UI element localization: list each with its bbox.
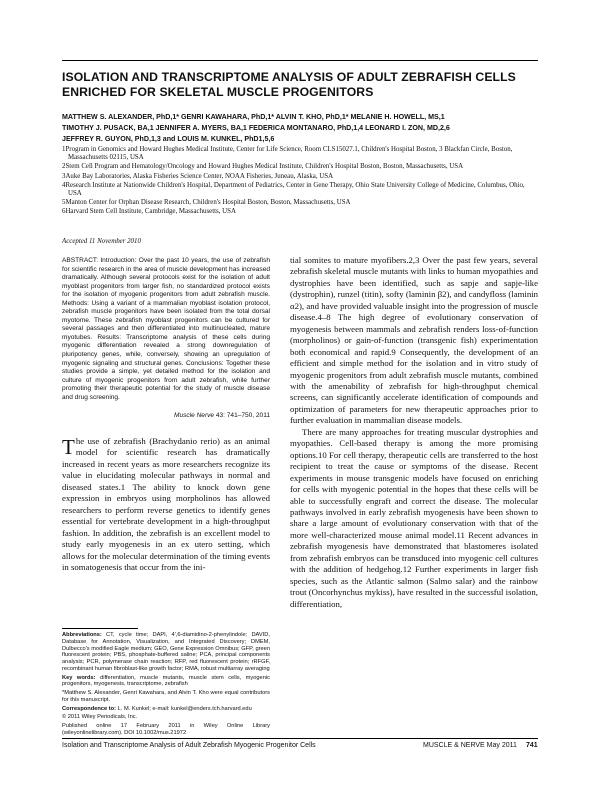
body-column-left: [62, 436, 270, 573]
keywords-text: differentiation, muscle mutants, muscle stem cells, myogenic progenitors, myogenesis, transcriptome, zebrafish: [62, 674, 270, 688]
citation-journal: Muscle Nerve: [174, 412, 215, 419]
affiliation-3: 3Auke Bay Laboratories, Alaska Fisheries Science Center, NOAA Fisheries, Juneau, Alaska, USA: [62, 172, 334, 180]
abstract: ABSTRACT: Introduction: Over the past 10 years, the use of zebrafish for scientific research in the area of muscle development has increased dramatically. Although several protocols exist for the isolation of adult myoblast progenitors from larger fish, no standardized protocol exists for the isolation of myogenic progenitors from adult zebrafish muscle. Methods: Using a variant of a mammalian myoblast isolation protocol, zebrafish muscle progenitors have been isolated from the total dorsal myotome. These zebrafish myoblast progenitors can be cultured for several passages and then differentiated into multinucleated, mature myotubes. Results: Transcriptome analysis of these cells during myogenic differentiation revealed a strong downregulation of pluripotency genes, while, conversely, showing an upregulation of myogenic signaling and structural genes. Conclusions: Together these studies provide a simple, yet detailed method for the isolation and culture of myogenic progenitors from adult zebrafish, while further promoting their therapeutic potential for the study of muscle disease and drug screening.: [62, 257, 270, 401]
affiliation-6: 6Harvard Stem Cell Institute, Cambridge, Massachusetts, USA: [62, 208, 236, 216]
footnotes: [62, 632, 270, 739]
correspondence-text: L. M. Kunkel; e-mail: kunkel@enders.tch.harvard.edu: [116, 705, 252, 712]
body-left-text: he use of zebrafish (Brachydanio rerio) as an animal model for scientific research has dramatically increased in recent years as more researchers recognize its value in elucidating molecular pathways in normal and diseased states.1 The ability to knock down gene expression in embryos using morpholinos has allowed researchers to perform reverse genetics to identify genes essential for vertebrate development in a high-throughput fashion. In addition, the zebrafish is an excellent model to study early myogenesis in an ex utero setting, which allows for the molecular determination of the timing events in somatogenesis that occur from the ini-: [62, 436, 270, 572]
keywords-label: Key words:: [62, 674, 96, 681]
abbreviations-label: Abbreviations:: [62, 632, 102, 638]
copyright-note: © 2011 Wiley Periodicals, Inc.: [62, 714, 138, 721]
running-head: Isolation and Transcriptome Analysis of Adult Zebrafish Myogenic Progenitor Cells: [62, 742, 316, 749]
author-line-3: JEFFREY R. GUYON, PhD,1,3 and LOUIS M. KUNKEL, PhD1,5,6: [62, 135, 275, 144]
published-note: Published online 17 February 2011 in Wiley Online Library (wileyonlinelibrary.com). DOI 10.1002/mus.21972: [62, 723, 270, 736]
keywords-note: [62, 675, 270, 689]
affiliations: [62, 146, 538, 218]
author-line-2: TIMOTHY J. PUSACK, BA,1 JENNIFER A. MYERS, BA,1 FEDERICA MONTANARO, PhD,1,4 LEONARD I. ZON, MD,2,6: [62, 124, 450, 133]
author-line-1: MATTHEW S. ALEXANDER, PhD,1* GENRI KAWAHARA, PhD,1* ALVIN T. KHO, PhD,1* MELANIE H. HOWELL, MS,1: [62, 113, 445, 121]
journal-issue: MUSCLE & NERVE May 2011: [423, 742, 517, 749]
citation: [62, 412, 270, 419]
accepted-date: Accepted 11 November 2010: [62, 238, 141, 245]
correspondence-note: [62, 706, 270, 713]
body-column-right: [290, 255, 538, 610]
affiliation-2: 2Stem Cell Program and Hematology/Oncology and Howard Hughes Medical Institute, Children's Hospital Boston, Boston, Massachusetts, USA: [62, 163, 464, 171]
bottom-rule: [62, 738, 538, 739]
equal-contribution-note: *Matthew S. Alexander, Genri Kawahara, and Alvin T. Kho were equal contributors for this manuscript.: [62, 690, 270, 703]
affiliation-5: 5Manton Center for Orphan Disease Research, Children's Hospital Boston, Boston, Massachusetts, USA: [62, 199, 351, 207]
footnote-rule: [62, 628, 138, 629]
page-number: 741: [526, 742, 538, 749]
affiliation-4: 4Research Institute at Nationwide Children's Hospital, Department of Pediatrics, Center in Gene Therapy, Ohio State University College of Medicine, Columbus, Ohio, USA: [62, 181, 525, 198]
body-paragraph: There are many approaches for treating muscular dystrophies and myopathies. Cell-based therapy is among the more promising options.10 For cell therapy, therapeutic cells are transferred to the host recipient to treat the cause or symptoms of the disease. Recent experiments in mouse transgenic models have focused on enriching for cells with myogenic potential in the hopes that these cells will be able to successfully engraft and correct the disease. The molecular pathways involved in early zebrafish myogenesis have been shown to share a large amount of evolutionary conservation with that of the more well-characterized mouse animal model.11 Recent advances in zebrafish myogenesis have demonstrated that blastomeres isolated from zebrafish embryos can be transduced into myogenic cell cultures with the addition of hedgehog.12 Further experiments in larger fish species, such as the Atlantic salmon (Salmo salar) and the rainbow trout (Oncorhynchus mykiss), have resulted in the successful isolation, differentiation,: [290, 426, 538, 609]
affiliation-1: 1Program in Genomics and Howard Hughes Medical Institute, Center for Life Science, Room CLS15027.1, Children's Hospital Boston, 3 Blackfan Circle, Boston, Massachusetts 02115, USA: [62, 146, 513, 162]
correspondence-label: Correspondence to:: [62, 705, 117, 712]
top-rule: [62, 60, 538, 61]
abbreviations-note: [62, 632, 270, 673]
body-paragraph: tial somites to mature myofibers.2,3 Over the past few years, several zebrafish skeletal muscle mutants with links to human myopathies and dystrophies have been identified, such as sapje and sapje-like (dystrophin), runzel (titin), softy (laminin β2), and candyfloss (laminin α2), and have provided valuable insight into the progression of muscle disease.4–8 The high degree of evolutionary conservation of myogenesis between mammals and zebrafish renders loss-of-function (morpholinos) or gain-of-function (transgenic fish) experimentation both economical and rapid.9 Consequently, the development of an efficient and simple method for the isolation and in vitro study of myogenic progenitors from adult zebrafish muscle mutants, combined with the amenability of zebrafish for high-throughput chemical screens, can significantly accelerate identification of compounds and optimization of parameters for new therapeutic approaches prior to further evaluation in mammalian disease models.: [290, 255, 538, 426]
article-title: ISOLATION AND TRANSCRIPTOME ANALYSIS OF ADULT ZEBRAFISH CELLS ENRICHED FOR SKELETAL MUSCLE PROGENITORS: [62, 70, 516, 99]
abbreviations-text: CT, cycle time; DAPI, 4′,6-diamidino-2-phenylindole; DAVID, Database for Annotation, Visualization, and Integrated Discovery; DMEM, Dulbecco's modified Eagle medium; GEO, Gene Expression Omnibus; GFP, green fluorescent protein; PBS, phosphate-buffered saline; PCA, principal components analysis; PCR, polymerase chain reaction; RFP, red fluorescent protein; rRFGF, recombinant human fibroblast-like growth factor; RMA, robust multiarray averaging: [62, 632, 270, 672]
author-list: [62, 112, 538, 146]
citation-volume: 43: 741–750, 2011: [214, 412, 270, 419]
drop-cap: T: [62, 435, 75, 459]
